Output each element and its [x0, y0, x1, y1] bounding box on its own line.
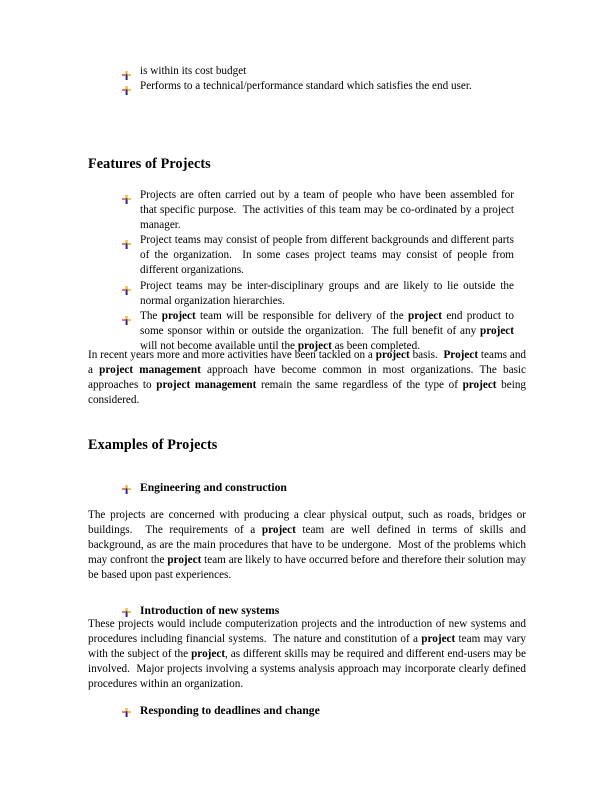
list-item-text: is within its cost budget — [140, 65, 247, 77]
cross-bullet-icon — [122, 312, 131, 321]
cross-bullet-icon — [122, 704, 131, 713]
paragraph-introduction-of-new-systems: These projects would include computerization projects and the introduction of new systems and procedures including financial systems. The nature and constitution of a project team may vary with the subject of the project, as different skills may be required and different end-users may be involved. Major projects involving a systems analysis approach may incorporate clearly defined procedures within an organization. — [88, 618, 526, 691]
list-item — [122, 188, 514, 233]
subheading-text: Engineering and construction — [140, 481, 287, 494]
list-item-text: Projects are often carried out by a team of people who have been assembled for that specific purpose. The activities of this team may be co-ordinated by a project manager. — [140, 189, 514, 232]
section-heading-examples: Examples of Projects — [88, 437, 218, 453]
paragraph-engineering-and-construction: The projects are concerned with producing a clear physical output, such as roads, bridges or buildings. The requirements of a project team are well defined in terms of skills and background, as are the main procedures that have to be undergone. Most of the problems which may confront the project team are likely to have occurred before and therefore their solution may be based upon past experiences. — [88, 509, 526, 582]
list-item — [122, 79, 514, 94]
list-item — [122, 233, 514, 278]
list-item — [122, 64, 514, 79]
paragraph-recent-years: In recent years more and more activities have been tackled on a project basis. Project teams and a project management approach have become common in most organizations. The basic approaches to project management remain the same regardless of the type of project being considered. — [88, 349, 527, 407]
subheading-text: Responding to deadlines and change — [140, 704, 320, 717]
list-item-text: Project teams may consist of people from different backgrounds and different parts of the organization. In some cases project teams may consist of people from different organizations. — [140, 234, 514, 277]
cross-bullet-icon — [122, 191, 131, 200]
subheading-text: Introduction of new systems — [140, 604, 280, 617]
subheading-responding-to-deadlines-and-change — [122, 701, 532, 719]
cross-bullet-icon — [122, 82, 131, 91]
section-heading-features: Features of Projects — [88, 156, 211, 172]
list-item-text: Project teams may be inter-disciplinary groups and are likely to lie outside the normal organization hierarchies. — [140, 279, 514, 307]
features-bullet-list — [122, 188, 514, 354]
cross-bullet-icon — [122, 282, 131, 291]
top-bullet-list — [122, 64, 514, 94]
cross-bullet-icon — [122, 236, 131, 245]
list-item-text: The project team will be responsible for delivery of the project end product to some sponsor within or outside the organization. The full benefit of any project will not become available until the project as been completed. — [140, 309, 514, 352]
list-item — [122, 279, 514, 309]
cross-bullet-icon — [122, 67, 131, 76]
cross-bullet-icon — [122, 481, 131, 490]
cross-bullet-icon — [122, 604, 131, 613]
list-item-text: Performs to a technical/performance standard which satisfies the end user. — [140, 80, 472, 93]
subheading-engineering-and-construction — [122, 478, 532, 496]
